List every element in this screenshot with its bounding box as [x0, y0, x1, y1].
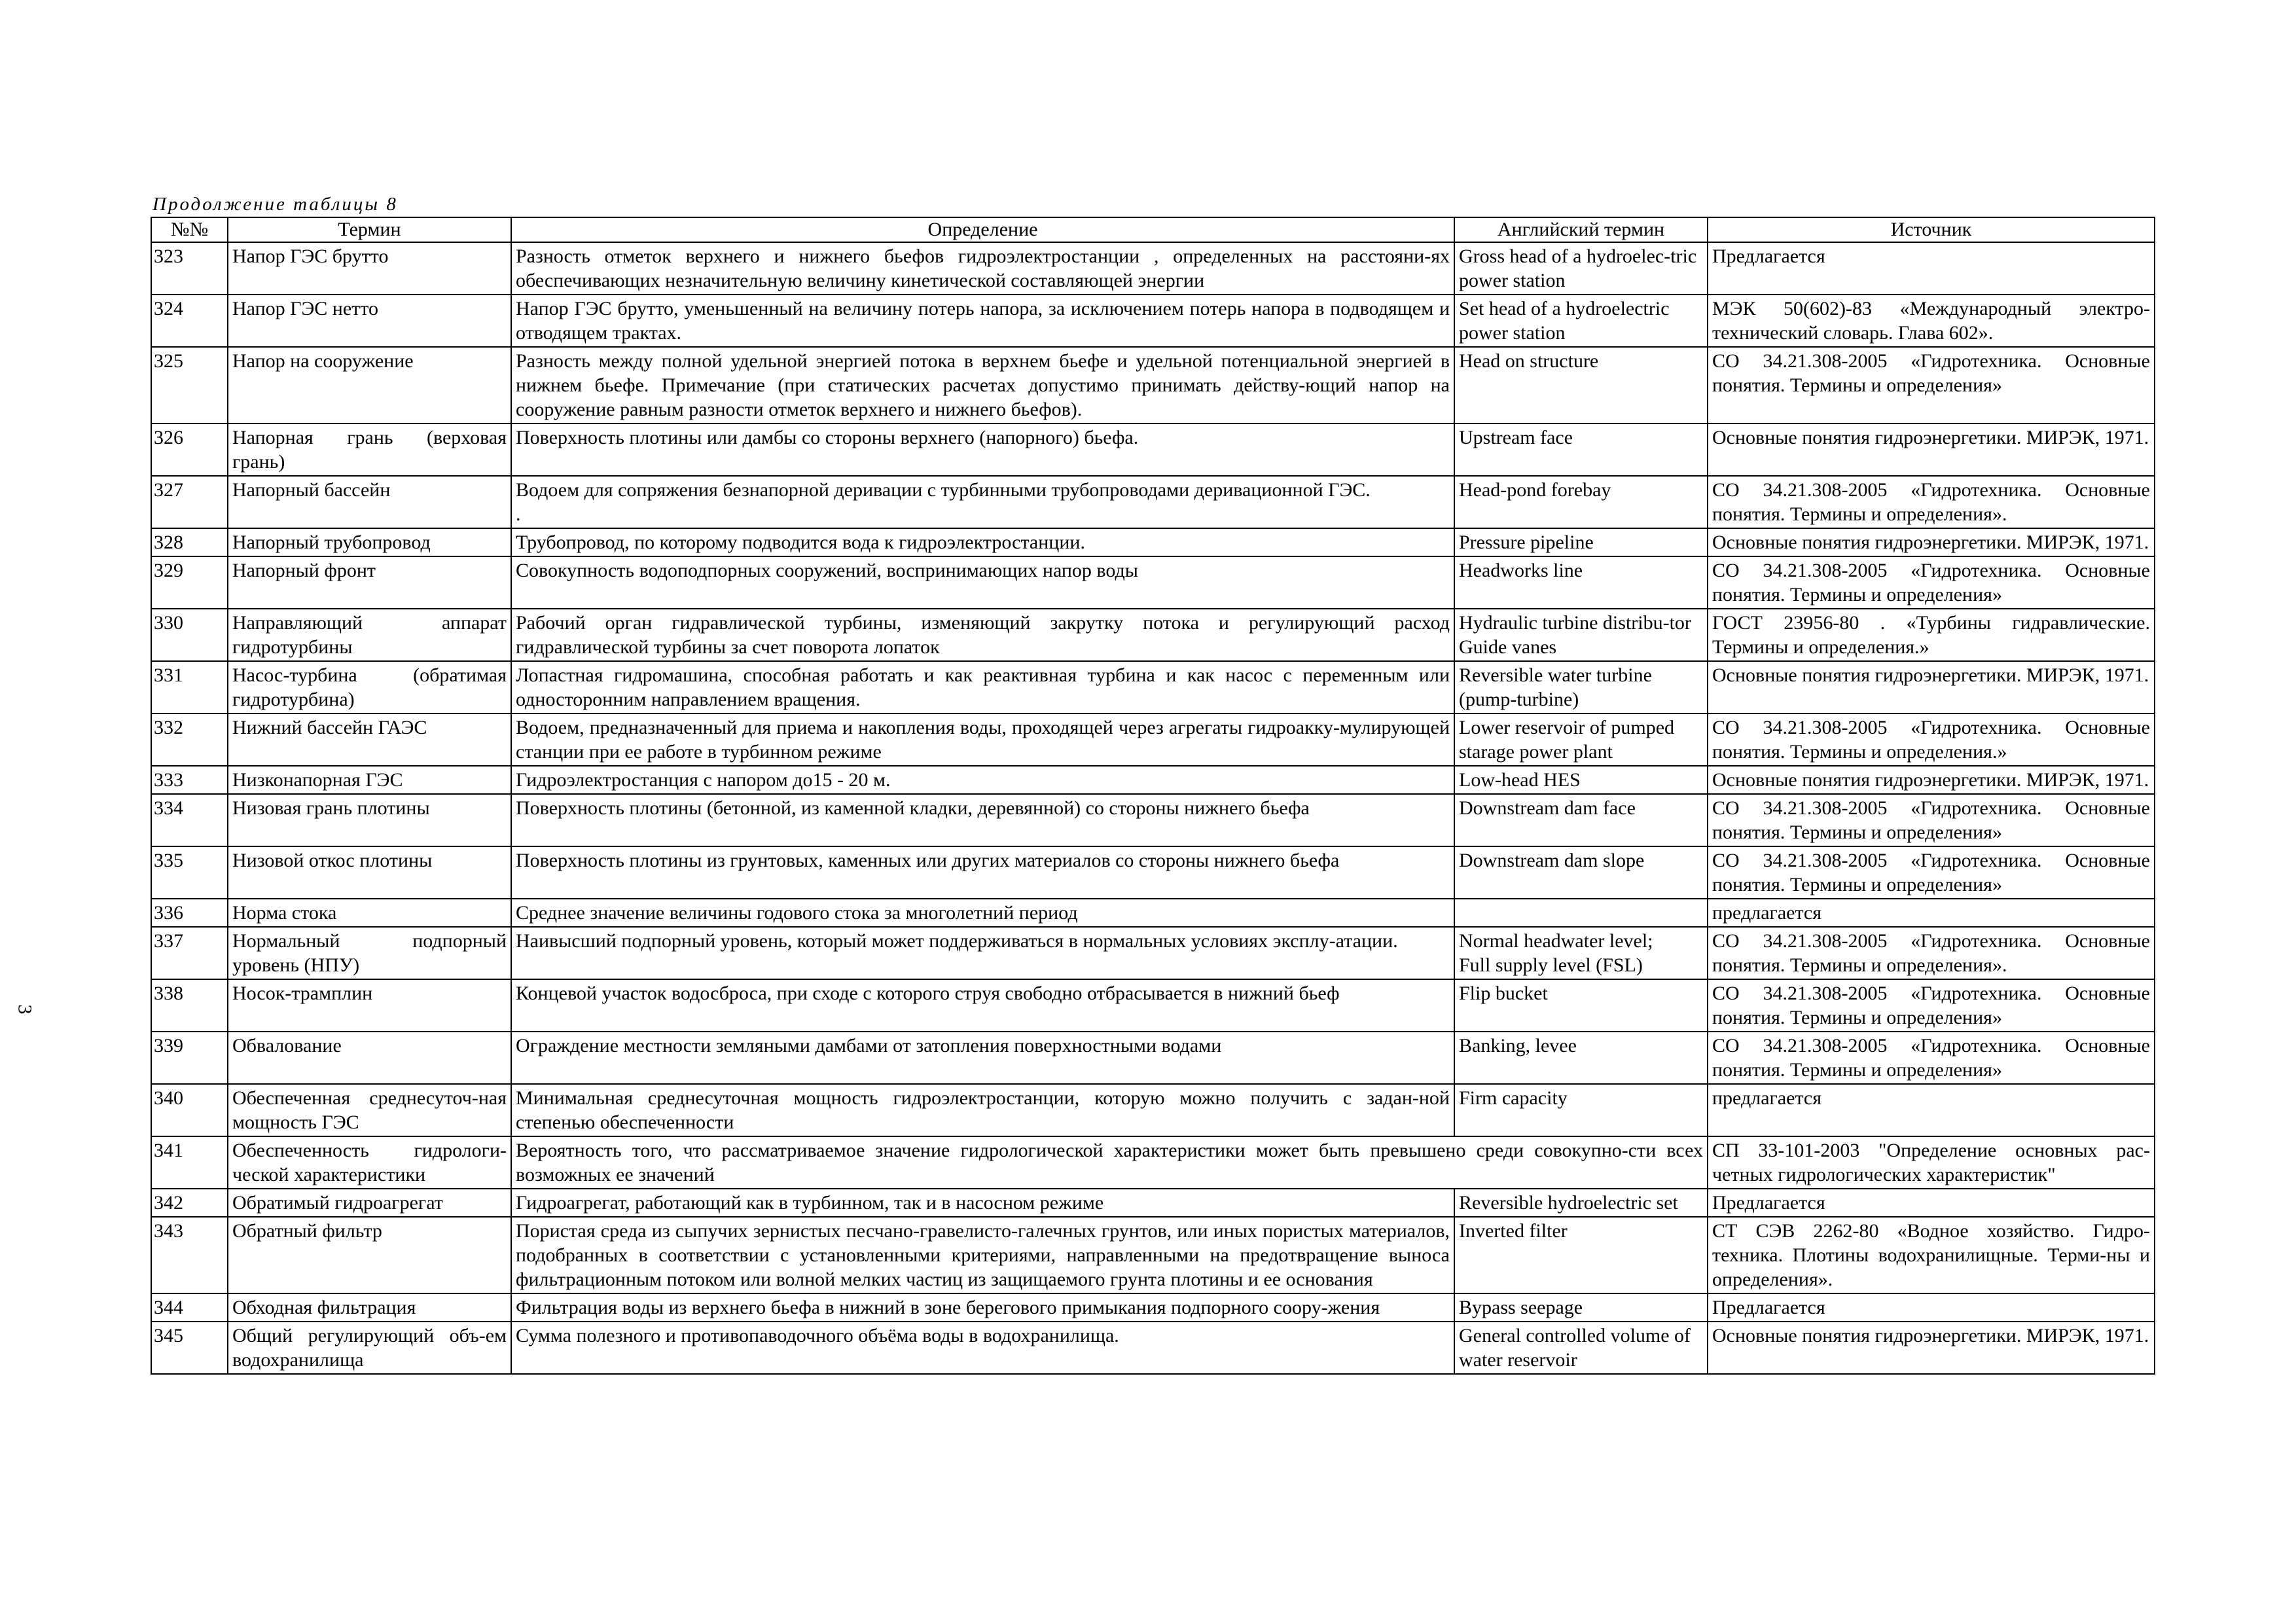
row-number: 342 [151, 1189, 228, 1217]
row-source: Основные понятия гидроэнергетики. МИРЭК, 1971. [1708, 661, 2155, 713]
row-number: 343 [151, 1217, 228, 1293]
row-english-term: Pressure pipeline [1454, 528, 1708, 556]
table-row [151, 476, 2155, 528]
row-number: 335 [151, 846, 228, 899]
table-row [151, 1032, 2155, 1084]
row-definition: Поверхность плотины (бетонной, из каменной кладки, деревянной) со стороны нижнего бьефа [511, 794, 1454, 846]
row-english-term: Banking, levee [1454, 1032, 1708, 1084]
row-definition: Лопастная гидромашина, способная работать и как реактивная турбина и как насос с переменным или односторонним направлением вращения. [511, 661, 1454, 713]
table-row [151, 1217, 2155, 1293]
row-source: Предлагается [1708, 242, 2155, 295]
row-term: Нормальный подпорный уровень (НПУ) [228, 927, 511, 979]
table-row [151, 1322, 2155, 1374]
row-definition: Минимальная среднесуточная мощность гидроэлектростанции, которую можно получить с задан-ной степенью обеспеченности [511, 1084, 1454, 1136]
row-english-term: Head on structure [1454, 347, 1708, 424]
row-number: 333 [151, 766, 228, 794]
row-definition: Сумма полезного и противопаводочного объёма воды в водохранилища. [511, 1322, 1454, 1374]
row-definition: Совокупность водоподпорных сооружений, воспринимающих напор воды [511, 556, 1454, 609]
row-number: 338 [151, 979, 228, 1032]
row-source: Основные понятия гидроэнергетики. МИРЭК, 1971. [1708, 1322, 2155, 1374]
row-number: 334 [151, 794, 228, 846]
row-english-term: General controlled volume of water reservoir [1454, 1322, 1708, 1374]
row-number: 339 [151, 1032, 228, 1084]
table-row [151, 1084, 2155, 1136]
row-english-term: Reversible water turbine (pump-turbine) [1454, 661, 1708, 713]
table-row [151, 347, 2155, 424]
row-english-term: Bypass seepage [1454, 1293, 1708, 1322]
row-term: Напор на сооружение [228, 347, 511, 424]
row-definition: Водоем, предназначенный для приема и накопления воды, проходящей через агрегаты гидроакку-мулирующей станции при ее работе в турбинном режиме [511, 713, 1454, 766]
row-source: СО 34.21.308-2005 «Гидротехника. Основные понятия. Термины и определения» [1708, 846, 2155, 899]
row-source: СО 34.21.308-2005 «Гидротехника. Основные понятия. Термины и определения». [1708, 927, 2155, 979]
table-body [151, 242, 2155, 1374]
header-term: Термин [228, 217, 511, 242]
row-english-term: Gross head of a hydroelec-tric power station [1454, 242, 1708, 295]
row-english-term: Upstream face [1454, 424, 1708, 476]
row-source: Основные понятия гидроэнергетики. МИРЭК, 1971. [1708, 424, 2155, 476]
row-source: СО 34.21.308-2005 «Гидротехника. Основные понятия. Термины и определения» [1708, 979, 2155, 1032]
row-english-term: Downstream dam slope [1454, 846, 1708, 899]
row-definition: Гидроэлектростанция с напором до15 - 20 м. [511, 766, 1454, 794]
row-source: предлагается [1708, 899, 2155, 927]
row-english-term: Set head of a hydroelectric power station [1454, 295, 1708, 347]
row-english-term: Flip bucket [1454, 979, 1708, 1032]
row-definition: Водоем для сопряжения безнапорной деривации с турбинными трубопроводами деривационной ГЭС. . [511, 476, 1454, 528]
row-term: Направляющий аппарат гидротурбины [228, 609, 511, 661]
row-number: 336 [151, 899, 228, 927]
row-definition: Напор ГЭС брутто, уменьшенный на величину потерь напора, за исключением потерь напора в подводящем и отводящем трактах. [511, 295, 1454, 347]
table-row [151, 927, 2155, 979]
row-number: 340 [151, 1084, 228, 1136]
table-row [151, 609, 2155, 661]
row-definition: Трубопровод, по которому подводится вода к гидроэлектростанции. [511, 528, 1454, 556]
row-term: Обвалование [228, 1032, 511, 1084]
row-term: Обратимый гидроагрегат [228, 1189, 511, 1217]
header-definition: Определение [511, 217, 1454, 242]
row-source: МЭК 50(602)-83 «Международный электро-технический словарь. Глава 602». [1708, 295, 2155, 347]
row-english-term: Downstream dam face [1454, 794, 1708, 846]
row-definition: Рабочий орган гидравлической турбины, изменяющий закрутку потока и регулирующий расход гидравлической турбины за счет поворота лопаток [511, 609, 1454, 661]
row-source: СО 34.21.308-2005 «Гидротехника. Основные понятия. Термины и определения». [1708, 476, 2155, 528]
row-english-term: Lower reservoir of pumped starage power plant [1454, 713, 1708, 766]
table-caption: Продолжение таблицы 8 [152, 194, 398, 215]
table-row [151, 295, 2155, 347]
row-definition: Поверхность плотины из грунтовых, каменных или других материалов со стороны нижнего бьефа [511, 846, 1454, 899]
row-number: 323 [151, 242, 228, 295]
row-english-term: Hydraulic turbine distribu-tor Guide vanes [1454, 609, 1708, 661]
row-number: 330 [151, 609, 228, 661]
terms-table [151, 217, 2155, 1375]
row-definition: Вероятность того, что рассматриваемое значение гидрологической характеристики может быть превышено среди совокупно-сти всех возможных ее значений [511, 1136, 1708, 1189]
table-row [151, 846, 2155, 899]
row-definition: Фильтрация воды из верхнего бьефа в нижний в зоне берегового примыкания подпорного соору-жения [511, 1293, 1454, 1322]
table-row [151, 528, 2155, 556]
row-source: Предлагается [1708, 1293, 2155, 1322]
row-english-term: Firm capacity [1454, 1084, 1708, 1136]
row-source: СО 34.21.308-2005 «Гидротехника. Основные понятия. Термины и определения» [1708, 1032, 2155, 1084]
row-number: 326 [151, 424, 228, 476]
row-source: СО 34.21.308-2005 «Гидротехника. Основные понятия. Термины и определения» [1708, 347, 2155, 424]
header-english-term: Английский термин [1454, 217, 1708, 242]
side-page-number: 3 [14, 1004, 36, 1015]
row-term: Напорный трубопровод [228, 528, 511, 556]
table-row [151, 979, 2155, 1032]
row-definition: Среднее значение величины годового стока за многолетний период [511, 899, 1454, 927]
table-row [151, 794, 2155, 846]
row-number: 345 [151, 1322, 228, 1374]
row-term: Нижний бассейн ГАЭС [228, 713, 511, 766]
row-term: Носок-трамплин [228, 979, 511, 1032]
row-source: Основные понятия гидроэнергетики. МИРЭК, 1971. [1708, 528, 2155, 556]
row-term: Напор ГЭС нетто [228, 295, 511, 347]
row-term: Обеспеченная среднесуточ-ная мощность ГЭС [228, 1084, 511, 1136]
row-english-term: Reversible hydroelectric set [1454, 1189, 1708, 1217]
table-row [151, 1136, 2155, 1189]
row-english-term [1454, 899, 1708, 927]
row-source: Предлагается [1708, 1189, 2155, 1217]
row-english-term: Head-pond forebay [1454, 476, 1708, 528]
row-term: Напорная грань (верховая грань) [228, 424, 511, 476]
row-number: 324 [151, 295, 228, 347]
row-english-term: Low-head HES [1454, 766, 1708, 794]
row-source: СТ СЭВ 2262-80 «Водное хозяйство. Гидро-техника. Плотины водохранилищные. Терми-ны и определения». [1708, 1217, 2155, 1293]
row-term: Норма стока [228, 899, 511, 927]
row-source: предлагается [1708, 1084, 2155, 1136]
row-definition: Разность между полной удельной энергией потока в верхнем бьефе и удельной потенциальной энергией в нижнем бьефе. Примечание (при статических расчетах допустимо принимать действу-ющий напор на сооружение равным разности отметок верхнего и нижнего бьефов). [511, 347, 1454, 424]
row-source: СО 34.21.308-2005 «Гидротехника. Основные понятия. Термины и определения» [1708, 556, 2155, 609]
row-source: ГОСТ 23956-80 . «Турбины гидравлические. Термины и определения.» [1708, 609, 2155, 661]
row-term: Напорный бассейн [228, 476, 511, 528]
row-number: 331 [151, 661, 228, 713]
table-row [151, 1293, 2155, 1322]
table-row [151, 1189, 2155, 1217]
row-term: Напор ГЭС брутто [228, 242, 511, 295]
row-term: Напорный фронт [228, 556, 511, 609]
row-definition: Разность отметок верхнего и нижнего бьефов гидроэлектростанции , определенных на расстояни-ях обеспечивающих незначительную величину кинетической составляющей энергии [511, 242, 1454, 295]
table-row [151, 766, 2155, 794]
row-term: Низконапорная ГЭС [228, 766, 511, 794]
row-number: 327 [151, 476, 228, 528]
row-number: 341 [151, 1136, 228, 1189]
row-term: Низовая грань плотины [228, 794, 511, 846]
row-definition: Наивысший подпорный уровень, который может поддерживаться в нормальных условиях эксплу-атации. [511, 927, 1454, 979]
table-row [151, 242, 2155, 295]
table-row [151, 661, 2155, 713]
row-english-term: Inverted filter [1454, 1217, 1708, 1293]
row-term: Низовой откос плотины [228, 846, 511, 899]
row-number: 344 [151, 1293, 228, 1322]
row-definition: Поверхность плотины или дамбы со стороны верхнего (напорного) бьефа. [511, 424, 1454, 476]
row-number: 328 [151, 528, 228, 556]
header-number: №№ [151, 217, 228, 242]
row-number: 332 [151, 713, 228, 766]
row-term: Обеспеченность гидрологи-ческой характеристики [228, 1136, 511, 1189]
row-english-term: Headworks line [1454, 556, 1708, 609]
table-row [151, 556, 2155, 609]
row-english-term: Normal headwater level; Full supply level (FSL) [1454, 927, 1708, 979]
row-source: СО 34.21.308-2005 «Гидротехника. Основные понятия. Термины и определения» [1708, 794, 2155, 846]
row-definition: Гидроагрегат, работающий как в турбинном, так и в насосном режиме [511, 1189, 1454, 1217]
row-term: Обратный фильтр [228, 1217, 511, 1293]
table-header-row [151, 217, 2155, 242]
table-row [151, 899, 2155, 927]
row-term: Насос-турбина (обратимая гидротурбина) [228, 661, 511, 713]
table-row [151, 713, 2155, 766]
row-definition: Концевой участок водосброса, при сходе с которого струя свободно отбрасывается в нижний бьеф [511, 979, 1454, 1032]
row-number: 325 [151, 347, 228, 424]
table-row [151, 424, 2155, 476]
row-term: Общий регулирующий объ-ем водохранилища [228, 1322, 511, 1374]
row-number: 337 [151, 927, 228, 979]
row-number: 329 [151, 556, 228, 609]
row-source: Основные понятия гидроэнергетики. МИРЭК, 1971. [1708, 766, 2155, 794]
header-source: Источник [1708, 217, 2155, 242]
row-term: Обходная фильтрация [228, 1293, 511, 1322]
row-definition: Ограждение местности земляными дамбами от затопления поверхностными водами [511, 1032, 1454, 1084]
row-source: СО 34.21.308-2005 «Гидротехника. Основные понятия. Термины и определения.» [1708, 713, 2155, 766]
row-source: СП 33-101-2003 "Определение основных рас-четных гидрологических характеристик" [1708, 1136, 2155, 1189]
row-definition: Пористая среда из сыпучих зернистых песчано-гравелисто-галечных грунтов, или иных пористых материалов, подобранных в соответствии с установленными критериями, направленными на предотвращение выноса фильтрационным потоком или волной мелких частиц из защищаемого грунта плотины и ее основания [511, 1217, 1454, 1293]
